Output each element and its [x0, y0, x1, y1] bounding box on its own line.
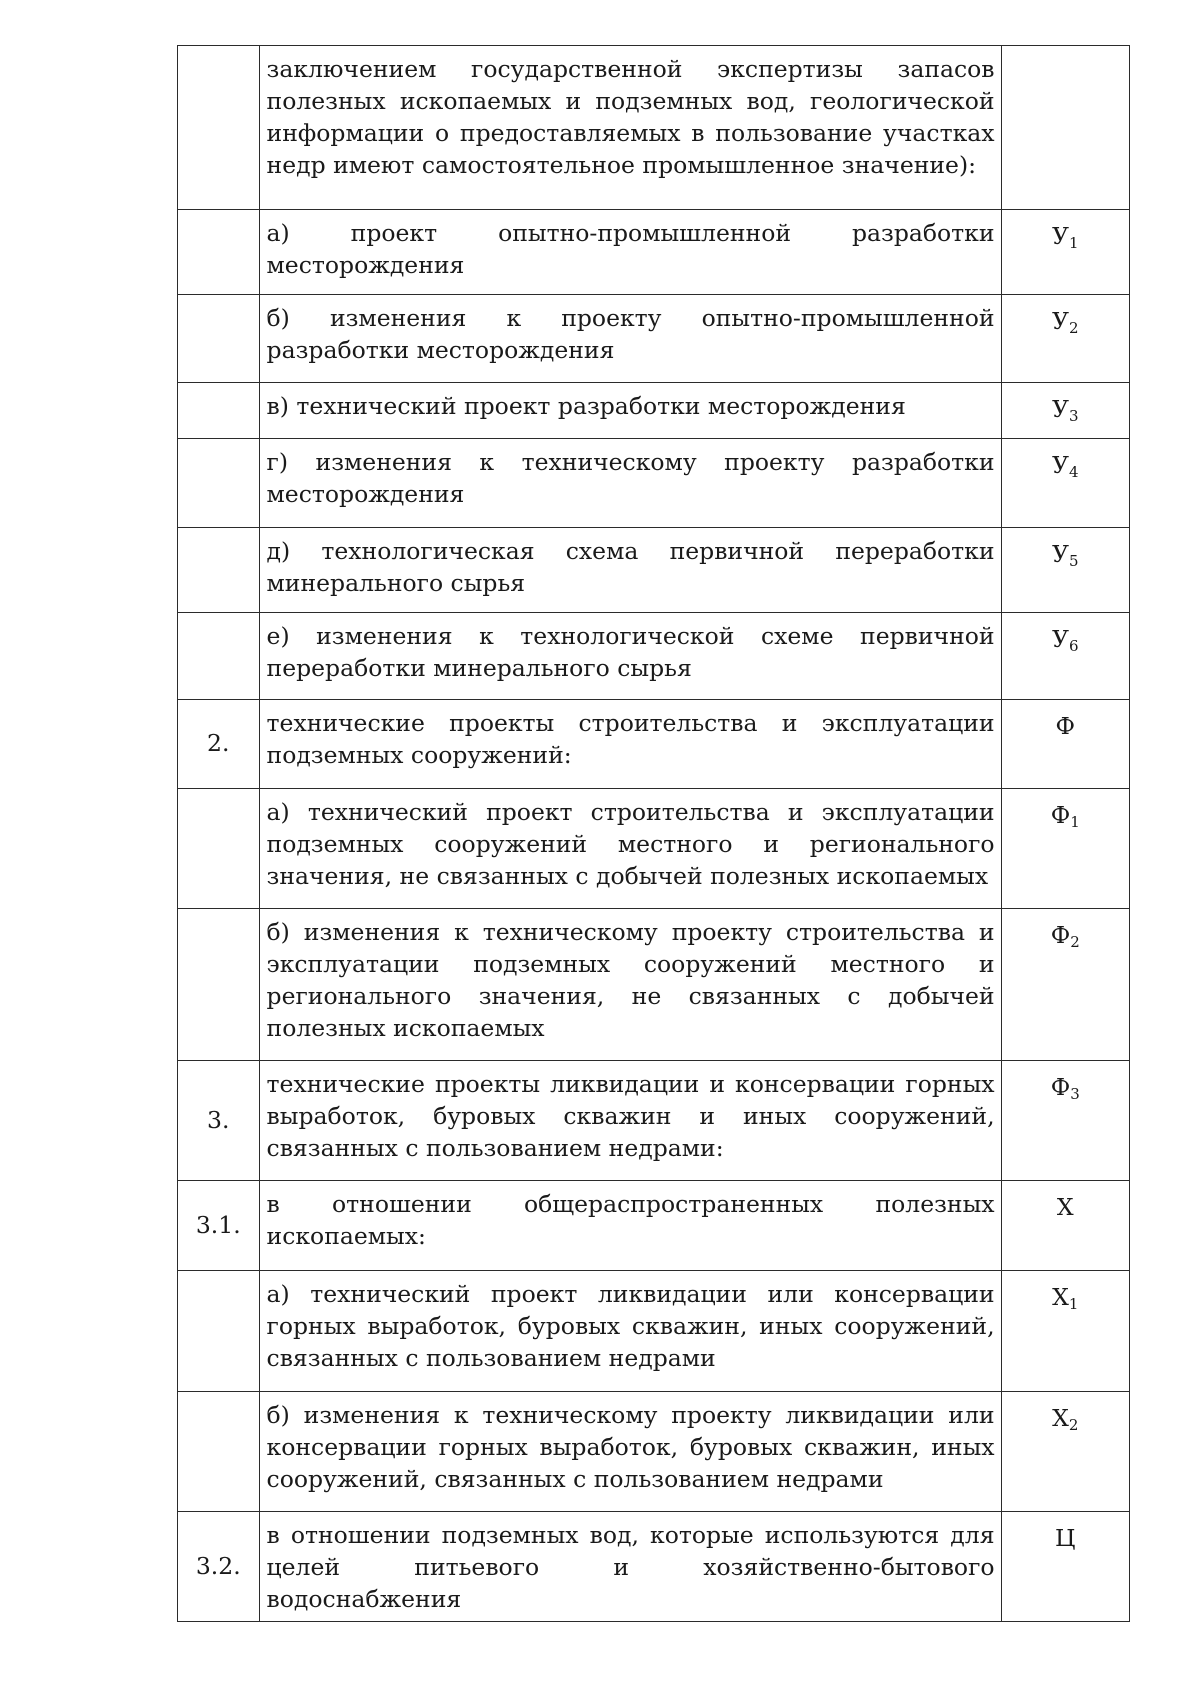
- row-code: [1001, 528, 1129, 613]
- table-row: [178, 1392, 1130, 1512]
- row-description: д) технологическая схема первичной переработки минерального сырья: [259, 528, 1001, 613]
- row-description: а) проект опытно-промышленной разработки месторождения: [259, 210, 1001, 295]
- row-code: [1001, 1271, 1129, 1392]
- row-code: [1001, 383, 1129, 439]
- code-letter: Х: [1052, 1283, 1069, 1311]
- row-number: [178, 909, 260, 1061]
- row-code: [1001, 700, 1129, 789]
- code-index: 4: [1068, 463, 1079, 481]
- code-letter: Х: [1056, 1193, 1074, 1221]
- table-row: [178, 1061, 1130, 1181]
- row-description: заключением государственной экспертизы запасов полезных ископаемых и подземных вод, геологической информации о предоставляемых в пользование участках недр имеют самостоятельное промышленное значение):: [259, 46, 1001, 210]
- row-code: [1001, 46, 1129, 210]
- code-index: 1: [1070, 813, 1080, 831]
- table-row: [178, 383, 1130, 439]
- row-description: в отношении подземных вод, которые используются для целей питьевого и хозяйственно-бытового водоснабжения: [259, 1512, 1001, 1622]
- row-number: 3.1.: [178, 1181, 260, 1271]
- table-row: [178, 1181, 1130, 1271]
- row-code: [1001, 613, 1129, 700]
- row-number: 3.: [178, 1061, 260, 1181]
- table-row: [178, 1271, 1130, 1392]
- row-code: [1001, 295, 1129, 383]
- row-code: [1001, 1512, 1129, 1622]
- row-description: б) изменения к техническому проекту ликвидации или консервации горных выработок, буровых скважин, иных сооружений, связанных с пользованием недрами: [259, 1392, 1001, 1512]
- row-number: [178, 528, 260, 613]
- code-index: 2: [1070, 933, 1080, 951]
- row-number: [178, 1271, 260, 1392]
- code-letter: У: [1052, 625, 1069, 653]
- code-letter: Ф: [1050, 1073, 1071, 1101]
- row-number: [178, 295, 260, 383]
- code-index: 5: [1068, 552, 1079, 570]
- table-row: [178, 1512, 1130, 1622]
- row-number: [178, 789, 260, 909]
- table-row: [178, 789, 1130, 909]
- row-code: [1001, 1392, 1129, 1512]
- code-index: 2: [1068, 319, 1079, 337]
- row-description: технические проекты ликвидации и консервации горных выработок, буровых скважин и иных сооружений, связанных с пользованием недрами:: [259, 1061, 1001, 1181]
- row-number: [178, 383, 260, 439]
- row-code: [1001, 789, 1129, 909]
- code-index: 1: [1068, 234, 1079, 252]
- row-number: [178, 210, 260, 295]
- code-letter: У: [1052, 307, 1069, 335]
- code-index: 3: [1068, 407, 1079, 425]
- row-description: технические проекты строительства и эксплуатации подземных сооружений:: [259, 700, 1001, 789]
- table-row: [178, 528, 1130, 613]
- row-description: а) технический проект ликвидации или консервации горных выработок, буровых скважин, иных сооружений, связанных с пользованием недрами: [259, 1271, 1001, 1392]
- table-row: [178, 909, 1130, 1061]
- code-letter: Ц: [1055, 1524, 1076, 1552]
- row-code: [1001, 1061, 1129, 1181]
- code-letter: У: [1052, 395, 1069, 423]
- table-row: [178, 210, 1130, 295]
- row-description: е) изменения к технологической схеме первичной переработки минерального сырья: [259, 613, 1001, 700]
- row-code: [1001, 909, 1129, 1061]
- row-description: а) технический проект строительства и эксплуатации подземных сооружений местного и регионального значения, не связанных с добычей полезных ископаемых: [259, 789, 1001, 909]
- row-number: [178, 46, 260, 210]
- code-letter: Ф: [1050, 801, 1071, 829]
- row-description: б) изменения к техническому проекту строительства и эксплуатации подземных сооружений местного и регионального значения, не связанных с добычей полезных ископаемых: [259, 909, 1001, 1061]
- row-code: [1001, 439, 1129, 528]
- table-row: [178, 295, 1130, 383]
- code-letter: У: [1052, 451, 1069, 479]
- row-code: [1001, 1181, 1129, 1271]
- row-number: [178, 613, 260, 700]
- code-letter: У: [1052, 222, 1069, 250]
- table-row: [178, 700, 1130, 789]
- code-index: 1: [1068, 1295, 1079, 1313]
- row-description: г) изменения к техническому проекту разработки месторождения: [259, 439, 1001, 528]
- code-index: 6: [1068, 637, 1079, 655]
- table-row: [178, 46, 1130, 210]
- row-description: б) изменения к проекту опытно-промышленной разработки месторождения: [259, 295, 1001, 383]
- code-letter: У: [1052, 540, 1069, 568]
- document-table: [177, 45, 1130, 1622]
- row-number: 2.: [178, 700, 260, 789]
- code-letter: Ф: [1055, 712, 1076, 740]
- code-letter: Ф: [1050, 921, 1071, 949]
- row-number: [178, 439, 260, 528]
- code-index: 2: [1068, 1416, 1079, 1434]
- row-description: в отношении общераспространенных полезных ископаемых:: [259, 1181, 1001, 1271]
- code-index: 3: [1070, 1085, 1080, 1103]
- row-number: 3.2.: [178, 1512, 260, 1622]
- row-number: [178, 1392, 260, 1512]
- table-row: [178, 439, 1130, 528]
- row-description: в) технический проект разработки месторождения: [259, 383, 1001, 439]
- code-letter: Х: [1052, 1404, 1069, 1432]
- table-row: [178, 613, 1130, 700]
- row-code: [1001, 210, 1129, 295]
